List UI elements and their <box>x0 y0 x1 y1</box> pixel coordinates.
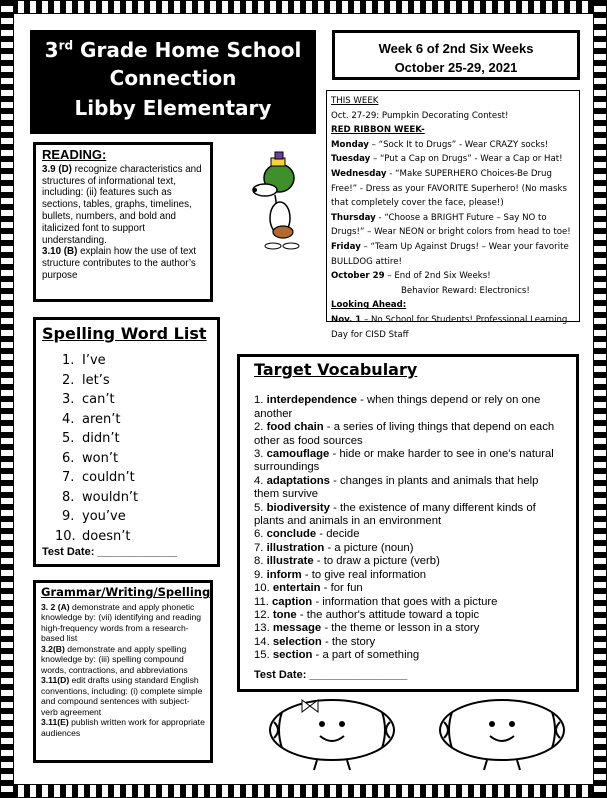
spelling-title: Spelling Word List <box>42 324 207 343</box>
spelling-word: 6. won’t <box>62 450 119 466</box>
vocab-number: 15. <box>254 649 270 662</box>
vocab-definition: - the story <box>321 635 376 648</box>
vocab-definition: - a series of living things that depend on each other as food sources <box>254 421 555 447</box>
vocabulary-item <box>254 636 562 649</box>
vocab-number: 14. <box>254 635 270 648</box>
vocab-definition: - for fun <box>320 582 363 595</box>
word-text: aren’t <box>82 411 121 427</box>
grade-number: 3 <box>44 38 59 62</box>
vocab-number: 6. <box>254 528 264 541</box>
vocab-definition: - the theme or lesson in a story <box>321 622 480 635</box>
red-ribbon-heading: RED RIBBON WEEK- <box>331 125 425 136</box>
day-item <box>331 211 575 240</box>
vocabulary-item <box>254 555 562 568</box>
vocab-number: 13. <box>254 622 270 635</box>
spelling-word: 8. wouldn’t <box>62 489 139 505</box>
standard-text: explain how the use of text structure contributes to the author’s purpose <box>42 246 197 281</box>
spelling-test-date: Test Date: _____________ <box>42 546 177 558</box>
vocab-number: 12. <box>254 608 270 621</box>
standard-text: demonstrate and apply phonetic knowledge by: (vii) identifying and reading high-frequency words from a research-based list <box>41 601 202 643</box>
vocab-word: section <box>272 649 313 662</box>
end-six-weeks <box>331 269 575 284</box>
word-text: wouldn’t <box>82 489 139 505</box>
spelling-word: 5. didn’t <box>62 431 120 446</box>
spelling-word: 4. aren’t <box>62 411 121 427</box>
day-text: - “Make SUPERHERO Choices-Be Drug Free!” - Dress as your FAVORITE Superhero! (No masks that completely cover the face, please!) <box>331 168 567 209</box>
day-item <box>331 167 575 211</box>
vocabulary-item <box>254 569 562 582</box>
vocab-definition: - when things depend or rely on one another <box>254 394 541 420</box>
day-text: - “Choose a BRIGHT Future – Say NO to Drugs!” – Wear NEON or bright colors from head to toe! <box>331 212 571 238</box>
spelling-word: 3. can’t <box>62 392 115 407</box>
standard-text: recognize characteristics and structures of informational text, including: (ii) features such as sections, tables, graphs, timelines, bullets, numbers, and bold and italicized font to support understanding. <box>42 163 202 246</box>
day-item <box>331 138 575 153</box>
football-character-right <box>440 700 564 770</box>
vocab-number: 5. <box>254 501 264 514</box>
word-text: doesn’t <box>82 528 131 544</box>
vocabulary-item <box>254 542 562 555</box>
standard-code: 3.9 (D) <box>42 163 72 175</box>
vocabulary-box <box>237 354 579 692</box>
word-text: you’ve <box>82 509 126 524</box>
nov-text: – No School for Students! Professional Learning Day for CISD Staff <box>331 314 568 340</box>
vocab-word: entertain <box>272 582 321 595</box>
day-text: – “Team Up Against Drugs! – Wear your favorite BULLDOG attire! <box>331 241 569 267</box>
vocab-word: inform <box>266 568 302 581</box>
vocab-word: selection <box>272 635 322 648</box>
pumpkin-contest: Oct. 27-29: Pumpkin Decorating Contest! <box>331 110 509 121</box>
checker-border-left <box>0 0 14 798</box>
vocabulary-item <box>254 502 562 529</box>
day-label: Thursday <box>331 212 376 223</box>
spelling-word: 1. I’ve <box>62 353 106 368</box>
vocab-definition: - to draw a picture (verb) <box>313 555 440 568</box>
spelling-word: 7. couldn’t <box>62 470 135 485</box>
vocabulary-item <box>254 421 562 448</box>
grammar-standard <box>41 644 205 676</box>
oct29-label: October 29 <box>331 271 385 282</box>
vocabulary-test-date: Test Date: ________________ <box>254 668 408 681</box>
vocab-word: message <box>272 622 322 635</box>
spelling-word: 9. you’ve <box>62 509 126 524</box>
standard-code: 3.10 (B) <box>42 246 78 258</box>
standard-code: 3. 2 (A) <box>41 601 70 612</box>
vocabulary-item <box>254 609 562 622</box>
word-text: I’ve <box>82 353 106 368</box>
nov-item <box>331 313 575 342</box>
spelling-box <box>33 317 220 567</box>
spelling-list <box>42 351 211 546</box>
vocab-word: tone <box>272 608 297 621</box>
snoopy-football-illustration <box>245 140 315 255</box>
grammar-standard <box>41 675 205 717</box>
vocab-number: 7. <box>254 541 264 554</box>
day-label: Friday <box>331 241 361 252</box>
behavior-reward: Behavior Reward: Electronics! <box>401 285 530 296</box>
day-label: Tuesday <box>331 154 371 165</box>
vocab-definition: - changes in plants and animals that help them survive <box>254 474 539 501</box>
vocab-number: 10. <box>254 582 270 595</box>
header-line-1 <box>32 38 314 62</box>
word-text: let’s <box>82 372 110 388</box>
checker-border-right <box>593 0 607 798</box>
day-item <box>331 152 575 167</box>
vocab-word: caption <box>272 595 313 608</box>
reading-title: READING: <box>42 147 107 162</box>
vocabulary-item <box>254 528 562 541</box>
vocab-word: camouflage <box>266 448 330 461</box>
standard-code: 3.11(D) <box>41 675 70 685</box>
vocab-number: 3. <box>254 448 264 461</box>
grammar-box <box>33 580 213 763</box>
vocabulary-list <box>254 394 562 662</box>
checker-border-bottom <box>0 784 607 798</box>
checker-border-top <box>0 0 607 14</box>
reading-standard <box>42 246 204 281</box>
vocabulary-item <box>254 448 562 475</box>
week-box <box>332 30 580 80</box>
vocab-number: 8. <box>254 555 264 568</box>
day-item <box>331 240 575 269</box>
day-label: Monday <box>331 139 369 150</box>
school-name: Libby Elementary <box>74 96 272 120</box>
vocab-definition: - hide or make harder to see in one's natural surroundings <box>254 448 554 474</box>
vocab-definition: - the author's attitude toward a topic <box>296 608 480 621</box>
vocab-definition: - to give real information <box>301 568 427 581</box>
looking-ahead-heading: Looking Ahead: <box>331 300 407 311</box>
grammar-standard <box>41 602 205 644</box>
vocabulary-item <box>254 582 562 595</box>
vocab-word: interdependence <box>266 394 357 407</box>
standard-text: demonstrate and apply spelling knowledge by: (iii) spelling compound words, contractions, and abbreviations <box>41 643 188 675</box>
vocabulary-item <box>254 649 562 662</box>
grade-suffix: rd <box>58 38 74 53</box>
vocab-definition: - decide <box>316 528 360 541</box>
newsletter-header <box>30 30 316 134</box>
vocab-word: illustrate <box>266 555 314 568</box>
spelling-word: 10. doesn’t <box>55 528 131 544</box>
vocabulary-item <box>254 475 562 502</box>
standard-code: 3.2(B) <box>41 643 65 654</box>
vocab-word: conclude <box>266 528 317 541</box>
vocab-word: adaptations <box>266 474 330 487</box>
this-week-box <box>326 90 580 340</box>
vocab-word: illustration <box>266 541 325 554</box>
vocabulary-item <box>254 394 562 421</box>
vocab-number: 9. <box>254 568 264 581</box>
grammar-title: Grammar/Writing/Spelling <box>41 585 211 599</box>
vocab-number: 2. <box>254 421 264 434</box>
vocab-number: 1. <box>254 394 264 407</box>
vocab-word: biodiversity <box>266 501 330 514</box>
week-label: Week 6 of 2nd Six Weeks <box>378 41 534 56</box>
grammar-standard <box>41 717 205 738</box>
day-text: – “Sock It to Drugs” - Wear CRAZY socks! <box>368 139 549 150</box>
week-dates: October 25-29, 2021 <box>394 60 518 75</box>
word-text: won’t <box>82 450 119 466</box>
vocab-definition: - a part of something <box>312 649 420 662</box>
this-week-heading: THIS WEEK <box>331 96 379 106</box>
vocab-definition: - information that goes with a picture <box>312 595 498 608</box>
vocab-word: food chain <box>266 421 324 434</box>
football-character-left <box>270 700 394 770</box>
standard-text: edit drafts using standard English conventions, including: (i) complete simple and compound sentences with subject-verb agreement <box>41 675 203 717</box>
reading-box <box>33 142 213 302</box>
reading-standard <box>42 164 204 247</box>
spelling-word: 2. let’s <box>62 372 110 388</box>
vocabulary-title: Target Vocabulary <box>254 360 418 379</box>
vocabulary-item <box>254 622 562 635</box>
header-title-rest: Grade Home School <box>80 38 302 62</box>
standard-text: publish written work for appropriate audiences <box>41 717 205 738</box>
standard-code: 3.11(E) <box>41 717 69 727</box>
oct29-text: – End of 2nd Six Weeks! <box>384 271 491 282</box>
day-label: Wednesday <box>331 168 387 179</box>
vocabulary-item <box>254 596 562 609</box>
vocab-number: 11. <box>254 595 269 608</box>
word-text: can’t <box>82 392 115 407</box>
day-text: – “Put a Cap on Drugs” - Wear a Cap or Hat! <box>370 154 563 165</box>
vocab-number: 4. <box>254 474 264 487</box>
word-text: didn’t <box>82 431 120 446</box>
football-characters-illustration <box>262 692 582 772</box>
vocab-definition: - the existence of many different kinds of plants and animals in an environment <box>254 501 536 528</box>
word-text: couldn’t <box>82 470 135 485</box>
vocab-definition: - a picture (noun) <box>324 541 414 554</box>
nov-label: Nov. 1 <box>331 314 362 325</box>
header-line-2: Connection <box>109 66 237 90</box>
